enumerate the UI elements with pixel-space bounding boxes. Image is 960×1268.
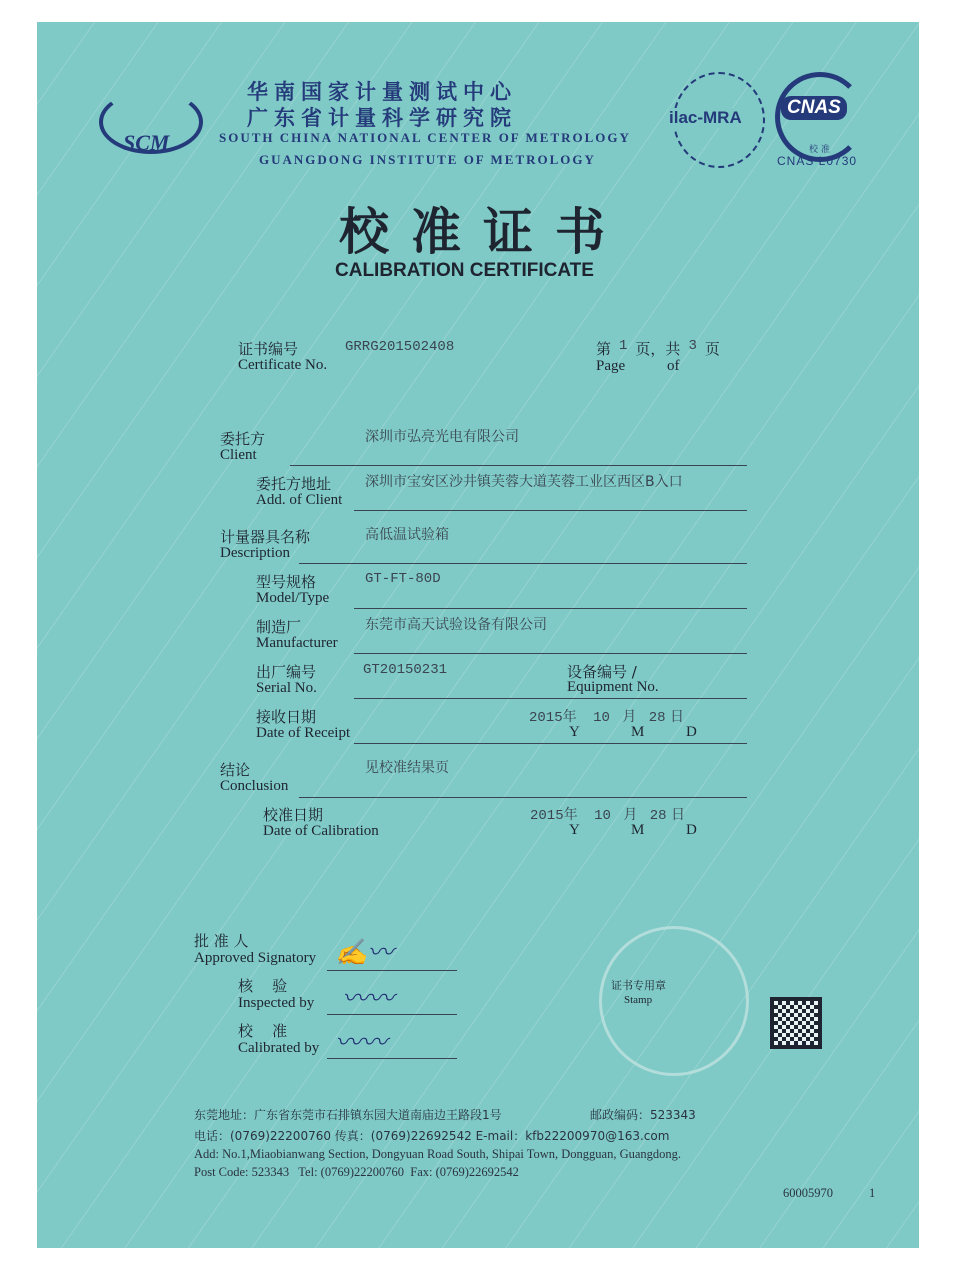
- org-name-cn-2: 广东省计量科学研究院: [247, 106, 517, 130]
- calibration-day: 28: [649, 808, 667, 824]
- model-label-cn: 型号规格: [256, 573, 317, 591]
- calibrated-signature: 〰〰: [335, 1028, 388, 1058]
- page-en: Page: [596, 358, 626, 374]
- org-name-cn-1: 华南国家计量测试中心: [247, 80, 517, 104]
- qr-code: [770, 997, 822, 1049]
- cnas-number: CNAS L0730: [777, 154, 858, 168]
- serial-label-cn: 出厂编号: [256, 663, 317, 681]
- footer-postcode-cn: 邮政编码：523343: [590, 1108, 696, 1122]
- stamp-label-en: Stamp: [624, 994, 653, 1006]
- calibration-label-en: Date of Calibration: [263, 823, 379, 839]
- month-unit: 月: [622, 709, 637, 725]
- official-stamp: [599, 926, 749, 1076]
- conclusion-label-en: Conclusion: [220, 778, 289, 794]
- model-value: GT-FT-80D: [365, 571, 441, 587]
- client-value: 深圳市弘亮光电有限公司: [365, 429, 519, 445]
- stamp-label-cn: 证书专用章: [611, 979, 666, 992]
- receipt-label-en: Date of Receipt: [256, 725, 351, 741]
- conclusion-value: 见校准结果页: [365, 760, 449, 776]
- certificate-page: [37, 22, 919, 1248]
- year-unit: 年: [562, 709, 577, 725]
- d-label: D: [686, 822, 697, 838]
- title-cn: 校准证书: [339, 202, 627, 261]
- day-unit: 日: [670, 709, 685, 725]
- description-label-cn: 计量器具名称: [220, 528, 311, 546]
- cert-no-value: GRRG201502408: [345, 339, 455, 355]
- inspected-signature: 〰〰: [342, 984, 395, 1014]
- of-en: of: [667, 358, 680, 374]
- page-total: 3: [688, 338, 697, 354]
- org-name-en-2: GUANGDONG INSTITUTE OF METROLOGY: [259, 152, 596, 167]
- page-cn-1: 第: [596, 340, 612, 358]
- page-cn-2: 页，共: [635, 340, 681, 358]
- approved-signature: ✍〰: [335, 938, 394, 968]
- page-cn-3: 页: [704, 340, 720, 358]
- footer-doc-number: 60005970: [783, 1186, 833, 1200]
- receipt-month: 10: [593, 710, 610, 726]
- receipt-label-cn: 接收日期: [256, 708, 317, 726]
- address-label-cn: 委托方地址: [256, 475, 332, 493]
- client-label-en: Client: [220, 447, 257, 463]
- y-label: Y: [569, 822, 580, 838]
- address-label-en: Add. of Client: [256, 492, 343, 508]
- y-label: Y: [569, 724, 580, 740]
- scm-logo-text: SCM: [123, 130, 170, 155]
- calibrated-label-cn: 校 准: [238, 1022, 288, 1040]
- approved-label-en: Approved Signatory: [194, 950, 317, 966]
- footer-address-en: Add: No.1,Miaobianwang Section, Dongyuan Road South, Shipai Town, Dongguan, Guangdong.: [194, 1147, 682, 1161]
- serial-label-en: Serial No.: [256, 680, 317, 696]
- equipment-label-en: Equipment No.: [567, 679, 659, 695]
- calibration-month: 10: [594, 808, 611, 824]
- org-name-en-1: SOUTH CHINA NATIONAL CENTER OF METROLOGY: [219, 130, 631, 145]
- m-label: M: [631, 822, 645, 838]
- title-en: CALIBRATION CERTIFICATE: [335, 260, 594, 281]
- month-unit: 月: [623, 807, 638, 823]
- calibration-date: [530, 804, 710, 824]
- d-label: D: [686, 724, 697, 740]
- ilac-logo-text: ilac-MRA: [669, 108, 742, 127]
- page-num: 1: [619, 338, 628, 354]
- page-indicator-cn: [596, 338, 720, 359]
- receipt-year: 2015: [529, 710, 563, 726]
- approved-label-cn: 批 准 人: [194, 932, 249, 950]
- footer-contact-en: Post Code: 523343 Tel: (0769)22200760 Fax: (0769)22692542: [194, 1165, 519, 1179]
- footer-page-number: 1: [869, 1186, 876, 1200]
- serial-value: GT20150231: [363, 662, 448, 678]
- m-label: M: [631, 724, 645, 740]
- cert-no-label-cn: 证书编号: [238, 340, 299, 358]
- cnas-logo-text: CNAS: [781, 96, 847, 120]
- equipment-label-cn: 设备编号 /: [567, 663, 637, 681]
- calibrated-label-en: Calibrated by: [238, 1040, 320, 1056]
- day-unit: 日: [671, 807, 686, 823]
- manufacturer-label-en: Manufacturer: [256, 635, 338, 651]
- footer-contact-cn: 电话：(0769)22200760 传真：(0769)22692542 E-mail：kfb22200970@163.com: [194, 1129, 670, 1143]
- year-unit: 年: [563, 807, 578, 823]
- description-label-en: Description: [220, 545, 290, 561]
- receipt-date: [529, 706, 709, 726]
- cnas-sub: 校 准: [809, 145, 830, 155]
- receipt-day: 28: [648, 710, 666, 726]
- conclusion-label-cn: 结论: [220, 761, 251, 779]
- cert-no-label-en: Certificate No.: [238, 357, 328, 373]
- client-label-cn: 委托方: [220, 430, 266, 448]
- description-value: 高低温试验箱: [365, 527, 449, 543]
- manufacturer-label-cn: 制造厂: [256, 618, 302, 636]
- footer-address-cn: 东莞地址：广东省东莞市石排镇东园大道南庙边王路段1号: [194, 1108, 502, 1122]
- calibration-year: 2015: [530, 808, 564, 824]
- manufacturer-value: 东莞市高天试验设备有限公司: [365, 617, 547, 633]
- inspected-label-en: Inspected by: [238, 995, 315, 1011]
- inspected-label-cn: 核 验: [238, 977, 288, 995]
- calibration-label-cn: 校准日期: [263, 806, 324, 824]
- address-value: 深圳市宝安区沙井镇芙蓉大道芙蓉工业区西区B入口: [365, 474, 683, 490]
- model-label-en: Model/Type: [256, 590, 330, 606]
